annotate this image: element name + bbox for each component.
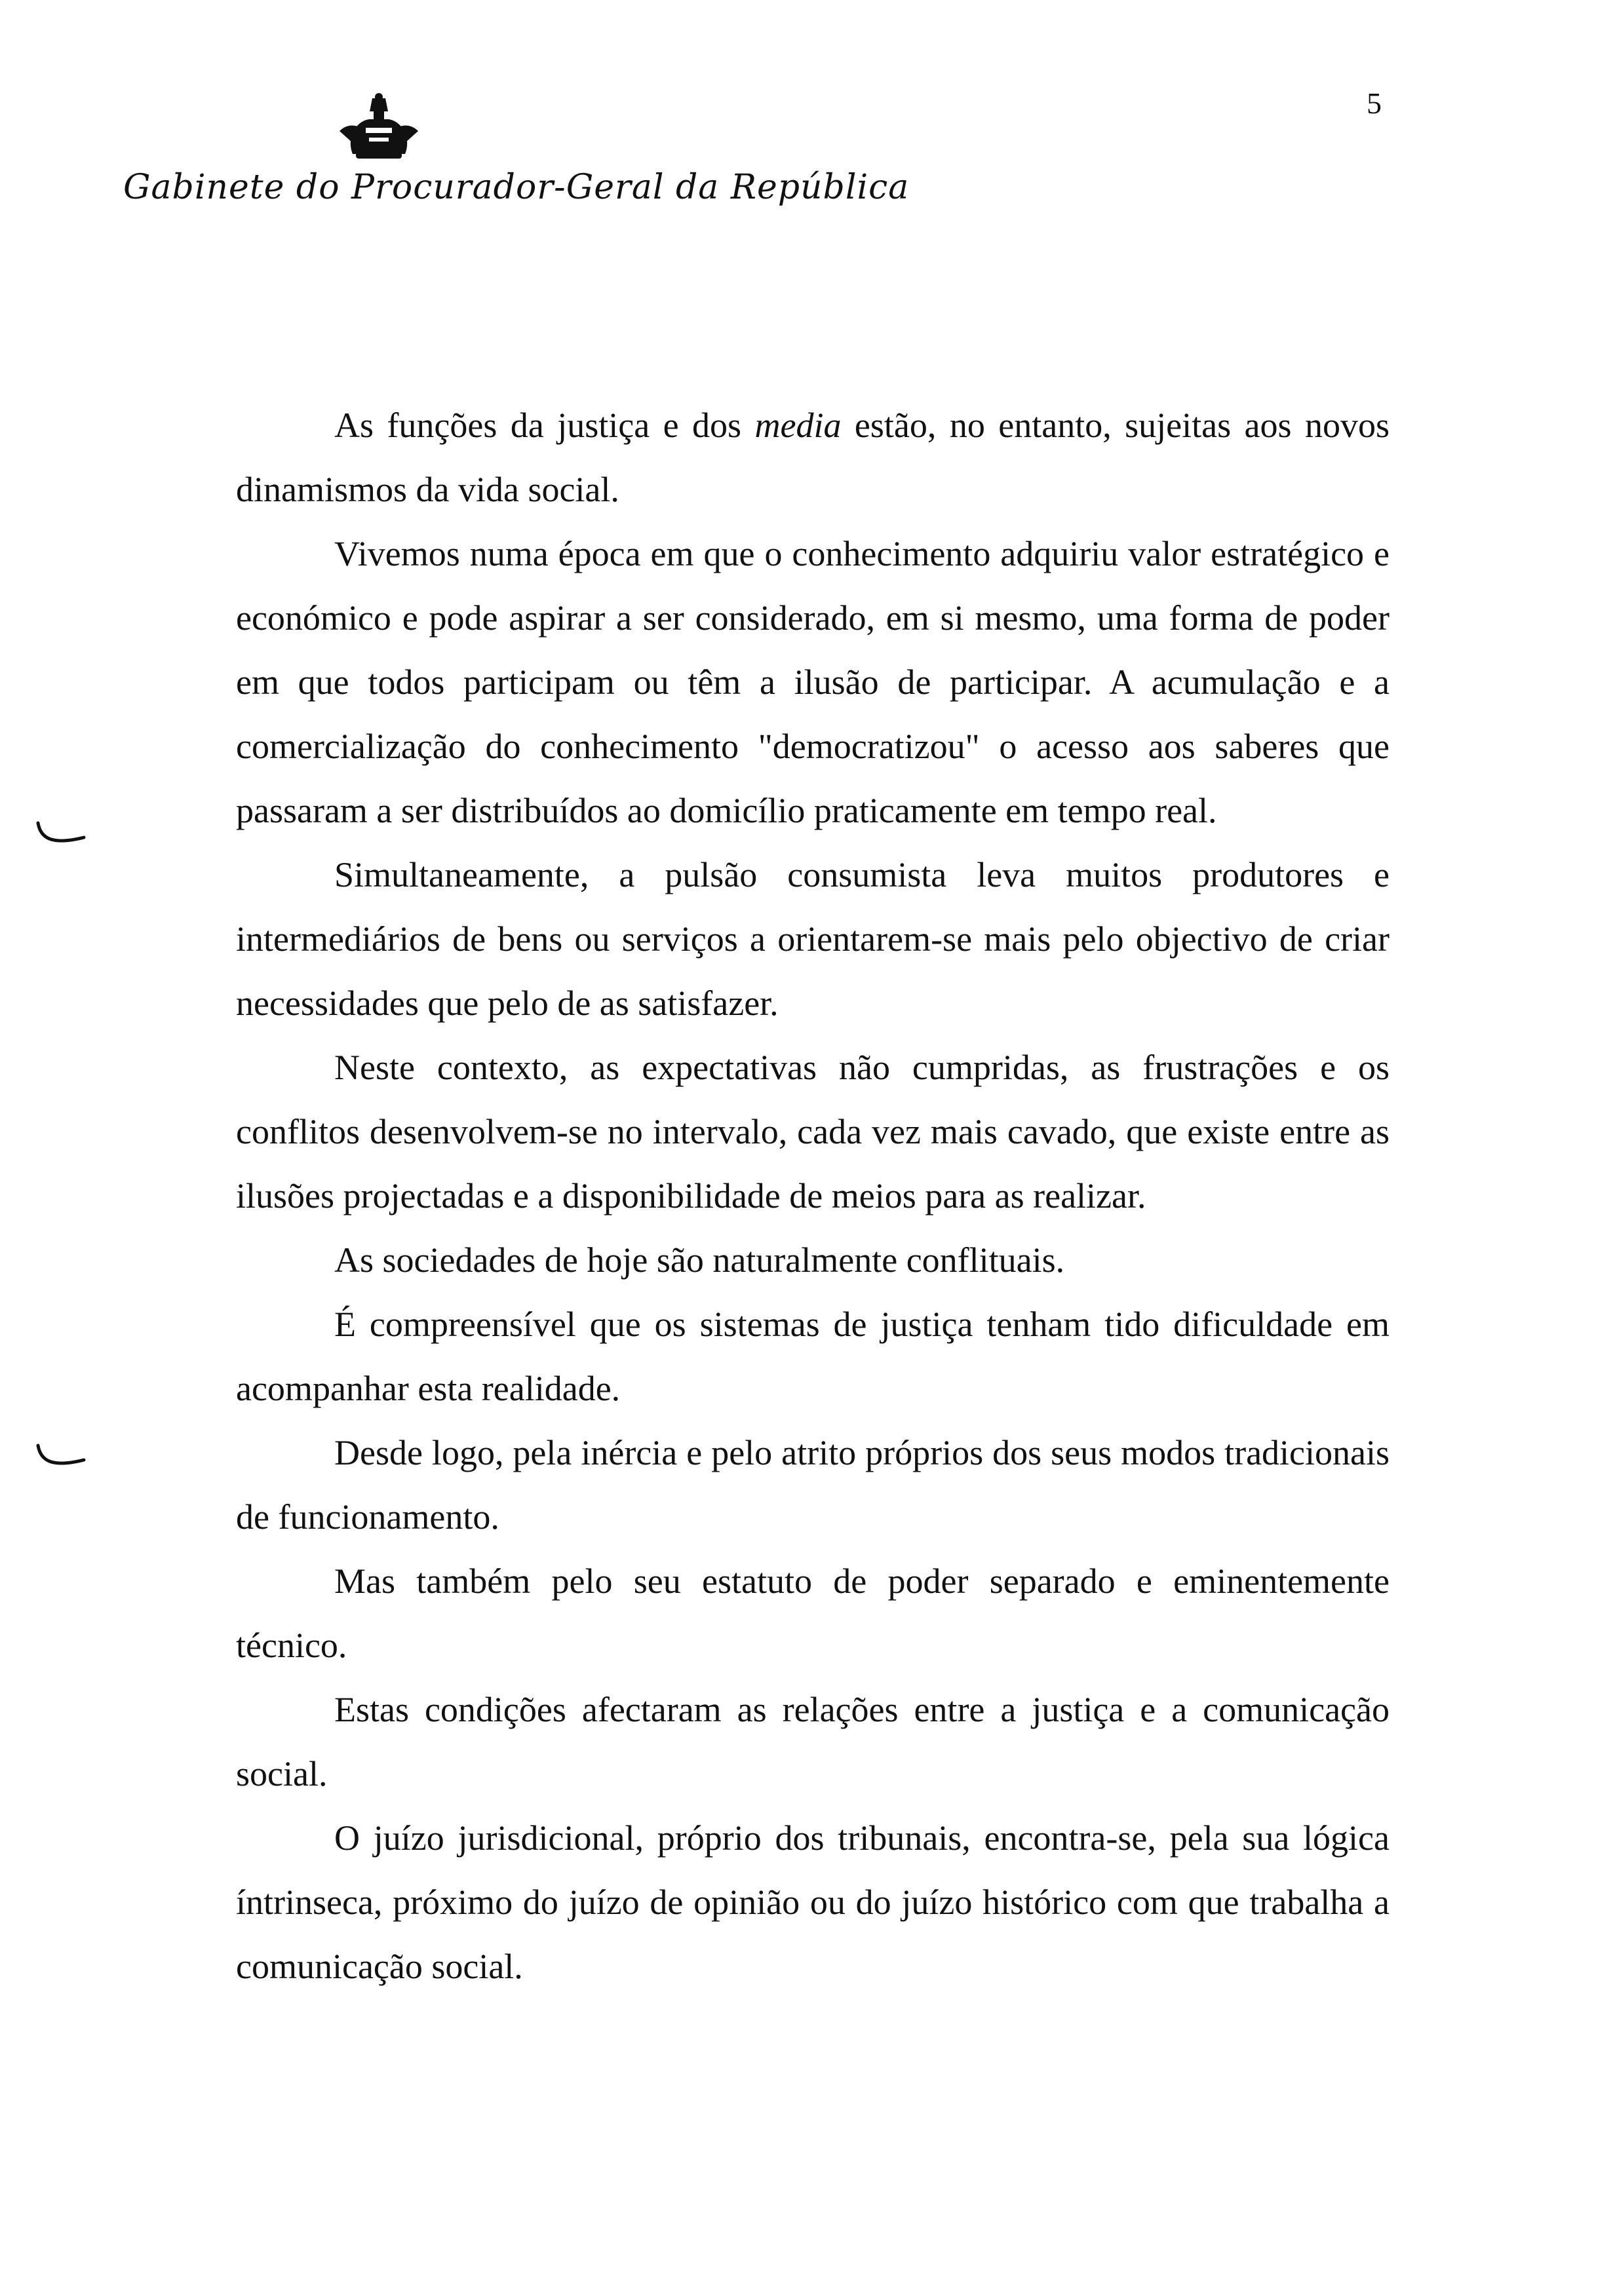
margin-tick-icon: [33, 1442, 92, 1474]
paragraph-7: Desde logo, pela inércia e pelo atrito próprios dos seus modos tradicionais de funcionamento.: [236, 1433, 1390, 1537]
paragraph-5: As sociedades de hoje são naturalmente conflituais.: [334, 1240, 1065, 1280]
paragraph-8: Mas também pelo seu estatuto de poder separado e eminentemente técnico.: [236, 1561, 1390, 1665]
document-body: [236, 393, 1390, 1999]
paragraph-10: O juízo jurisdicional, próprio dos tribunais, encontra-se, pela sua lógica íntrinseca, próximo do juízo de opinião ou do juízo histórico com que trabalha a comunicação social.: [236, 1818, 1390, 1986]
media-italic: media: [754, 406, 842, 445]
paragraph-1: [236, 393, 1390, 522]
coat-of-arms-icon: [333, 92, 425, 170]
page-number: 5: [1367, 86, 1382, 120]
office-name: Gabinete do Procurador-Geral da República: [123, 168, 910, 207]
paragraph-3: Simultaneamente, a pulsão consumista leva muitos produtores e intermediários de bens ou serviços a orientarem-se mais pelo objectivo de criar necessidades que pelo de as satisfazer.: [236, 855, 1390, 1023]
paragraph-6: É compreensível que os sistemas de justiça tenham tido dificuldade em acompanhar esta realidade.: [236, 1305, 1390, 1408]
paragraph-4: Neste contexto, as expectativas não cumpridas, as frustrações e os conflitos desenvolvem-se no intervalo, cada vez mais cavado, que existe entre as ilusões projectadas e a disponibilidade de meios para as realizar.: [236, 1048, 1390, 1215]
paragraph-1-text-a: As funções da justiça e dos: [334, 406, 755, 445]
paragraph-2: Vivemos numa época em que o conhecimento adquiriu valor estratégico e económico e pode aspirar a ser considerado, em si mesmo, uma forma de poder em que todos participam ou têm a ilusão de participar. A acumulação e a comercialização do conhecimento "democratizou" o acesso aos saberes que passaram a ser distribuídos ao domicílio praticamente em tempo real.: [236, 534, 1390, 830]
margin-tick-icon: [33, 819, 92, 852]
paragraph-1-text-b: estão, no entanto, sujeitas aos novos dinamismos da vida social.: [236, 406, 1390, 509]
paragraph-9: Estas condições afectaram as relações entre a justiça e a comunicação social.: [236, 1690, 1390, 1793]
